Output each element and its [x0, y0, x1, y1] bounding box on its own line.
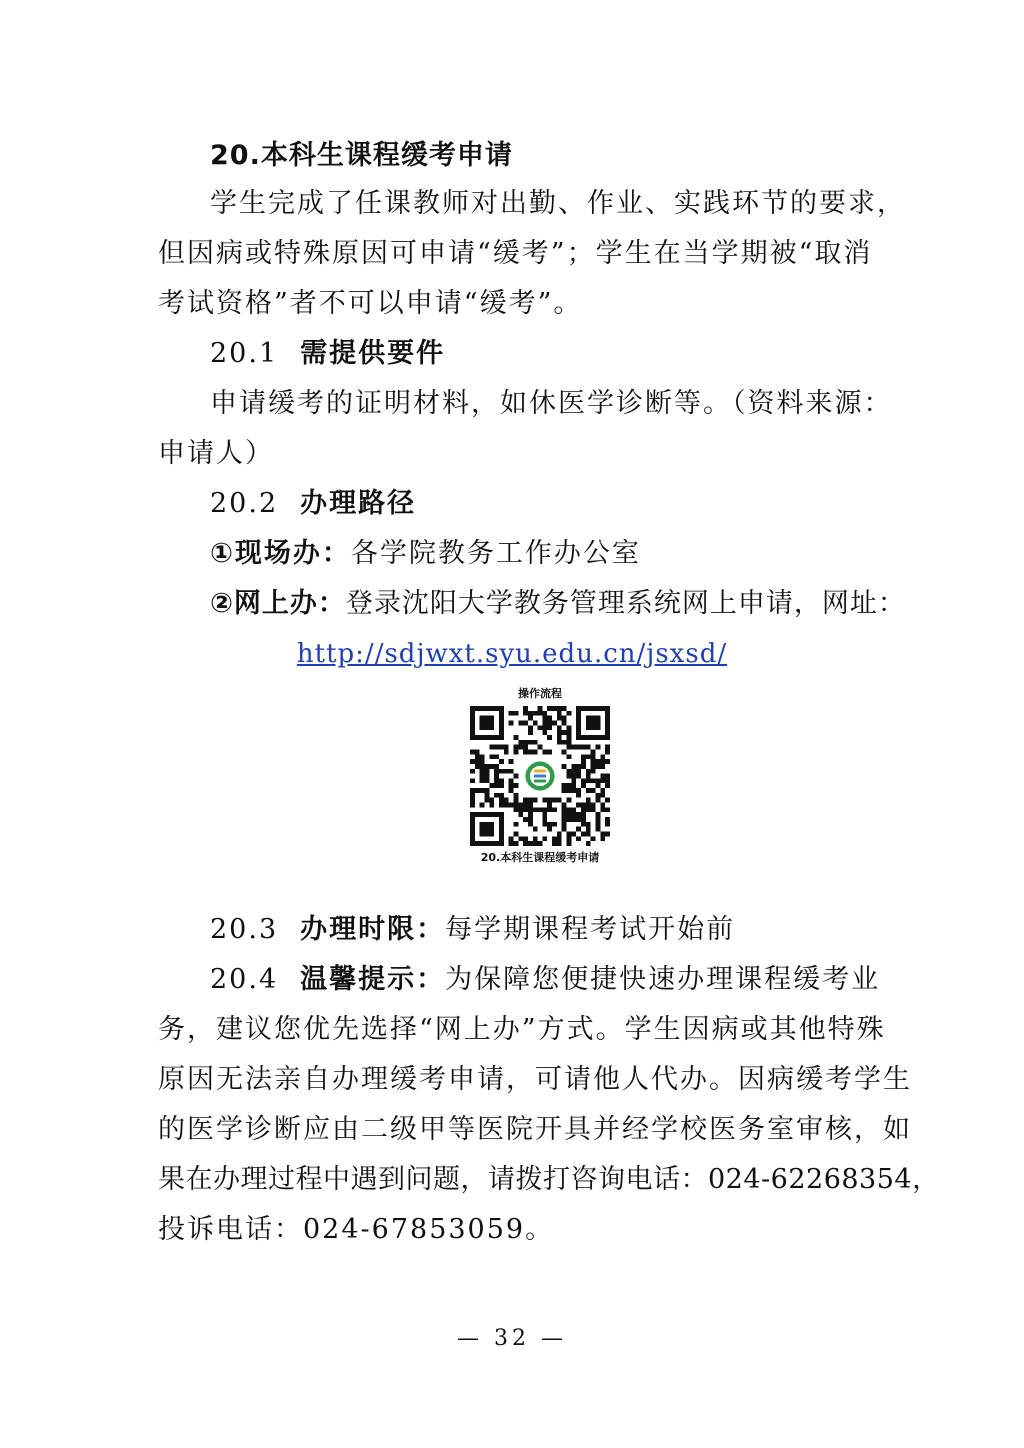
- tips-line-3: 原因无法亲自办理缓考申请，可请他人代办。因病缓考学生: [158, 1064, 912, 1095]
- tips-line-4: 的医学诊断应由二级甲等医院开具并经学校医务室审核，如: [158, 1114, 912, 1145]
- subsection-number: 20.3: [210, 914, 279, 945]
- online-path: [210, 586, 906, 622]
- intro-line-3: 考试资格”者不可以申请“缓考”。: [158, 288, 583, 319]
- qr-center-logo: [523, 759, 558, 794]
- qr-code-image: [470, 706, 610, 846]
- subsection-20-1-heading: [210, 336, 870, 372]
- system-url-link[interactable]: http://sdjwxt.syu.edu.cn/jsxsd/: [296, 639, 728, 669]
- online-text: 登录沈阳大学教务管理系统网上申请，网址：: [345, 588, 906, 619]
- subsection-number: 20.2: [210, 488, 279, 519]
- requirements-line-1: 申请缓考的证明材料，如休医学诊断等。（资料来源：: [210, 388, 893, 419]
- tips-line-2: 务，建议您优先选择“网上办”方式。学生因病或其他特殊: [158, 1014, 886, 1045]
- qr-bottom-caption: 20.本科生课程缓考申请: [480, 851, 600, 864]
- subsection-number: 20.4: [210, 964, 279, 995]
- tips-first-line: 为保障您便捷快速办理课程缓考业: [445, 964, 881, 995]
- subsection-heading: 办理路径: [300, 488, 417, 519]
- subsection-20-3: [210, 912, 870, 948]
- time-limit-label: 办理时限：: [300, 914, 446, 945]
- subsection-heading: 需提供要件: [300, 338, 446, 369]
- onsite-path: [210, 536, 870, 572]
- subsection-number: 20.1: [210, 338, 279, 369]
- onsite-label: ①现场办：: [210, 538, 351, 569]
- url-line: [0, 636, 1024, 672]
- tips-line-6: 投诉电话：024-67853059。: [158, 1214, 555, 1245]
- requirements-line-2: 申请人）: [158, 438, 274, 469]
- online-label: ②网上办：: [210, 588, 346, 619]
- tips-label: 温馨提示：: [300, 964, 446, 995]
- qr-code-block: [462, 686, 618, 866]
- page-number: — 32 —: [457, 1326, 567, 1351]
- onsite-text: 各学院教务工作办公室: [350, 538, 641, 569]
- intro-line-1: 学生完成了任课教师对出勤、作业、实践环节的要求，: [210, 188, 906, 219]
- time-limit-text: 每学期课程考试开始前: [445, 914, 736, 945]
- subsection-20-2-heading: [210, 486, 870, 522]
- intro-line-2: 但因病或特殊原因可申请“缓考”；学生在当学期被“取消: [158, 238, 873, 269]
- tips-line-5: 果在办理过程中遇到问题，请拨打咨询电话：024-62268354，: [158, 1164, 940, 1195]
- section-title: 20.本科生课程缓考申请: [210, 140, 513, 171]
- qr-top-caption: 操作流程: [518, 687, 562, 700]
- subsection-20-4: [210, 962, 881, 998]
